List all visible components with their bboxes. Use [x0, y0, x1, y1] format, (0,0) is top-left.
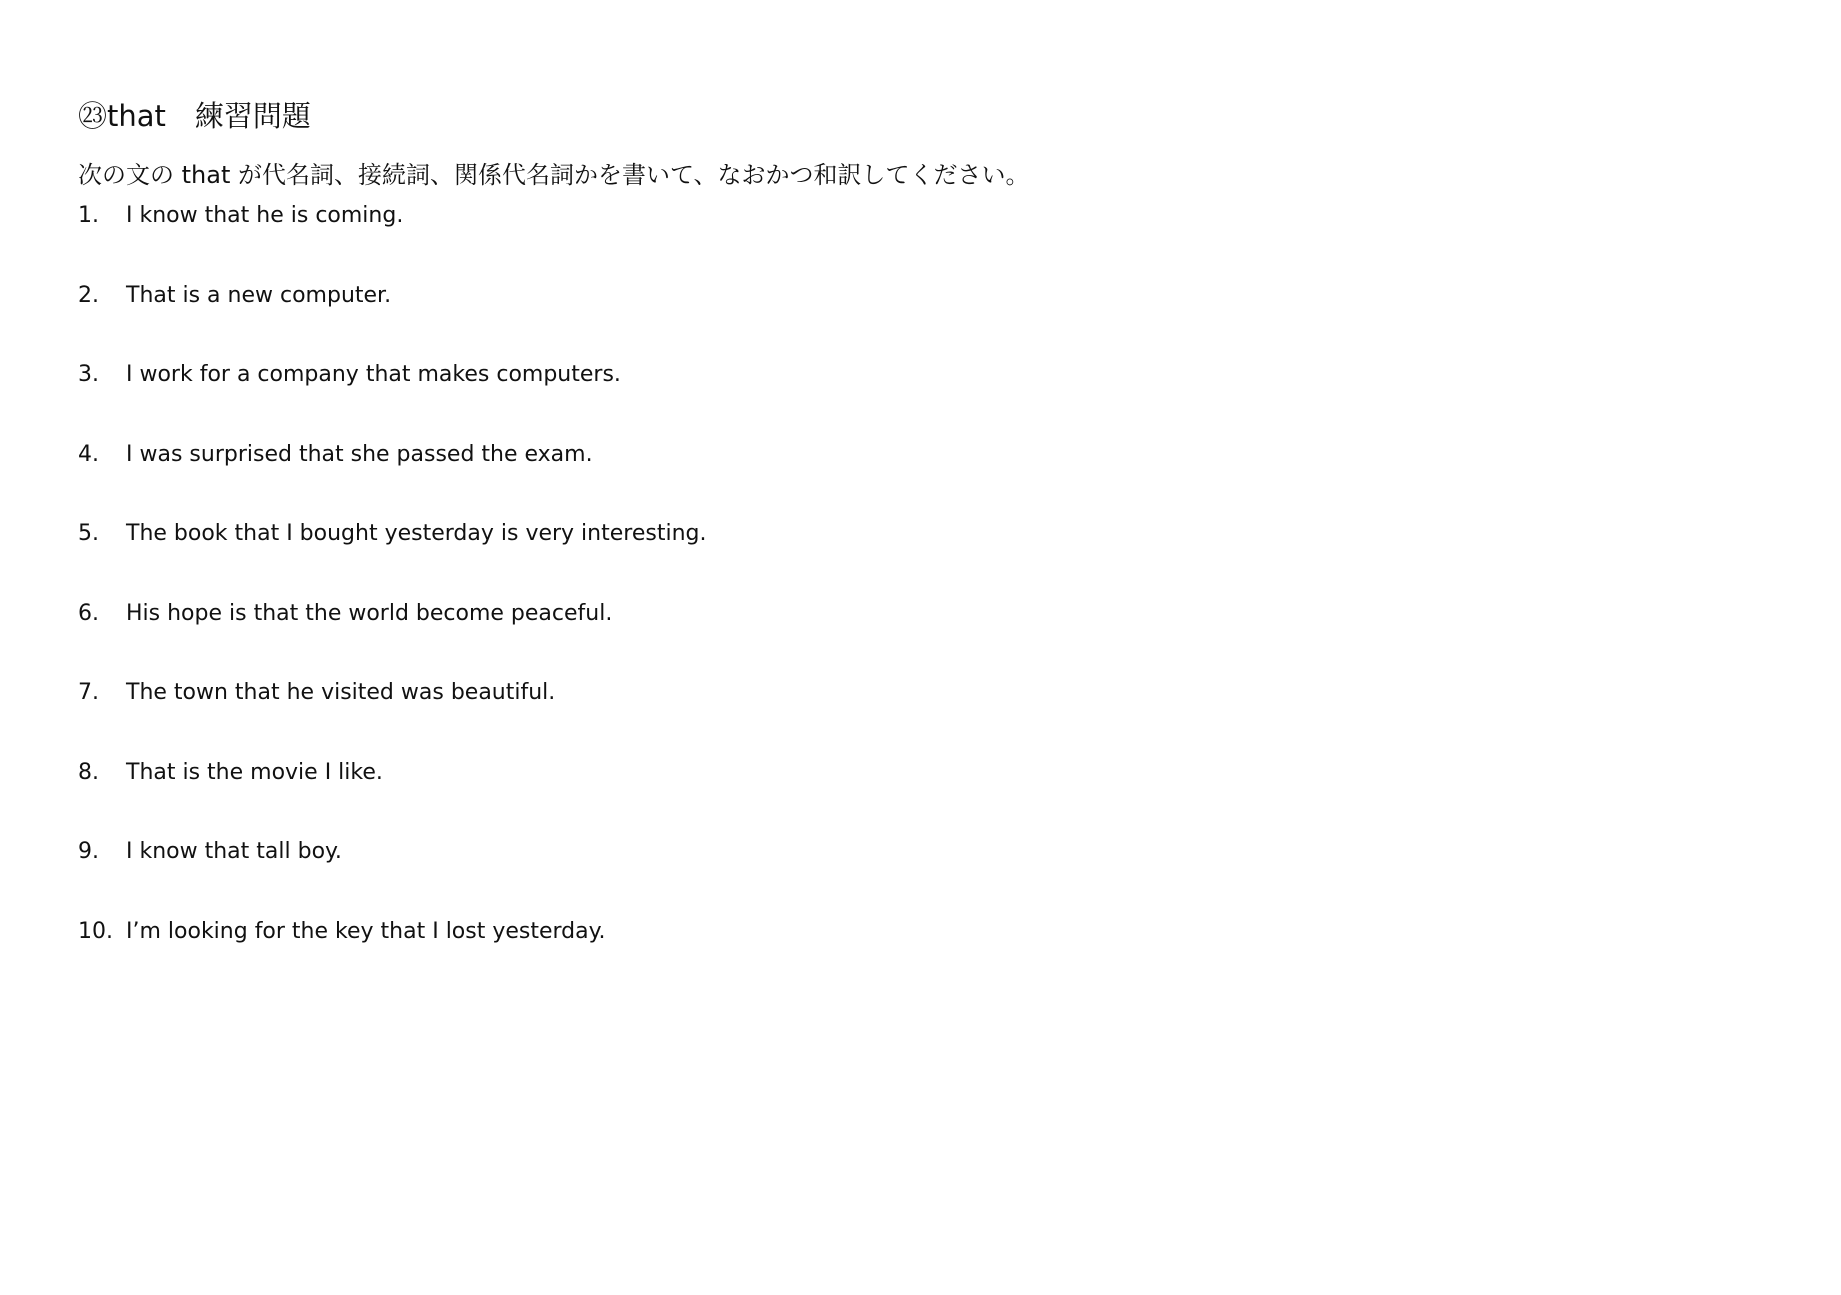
question-text: The town that he visited was beautiful. [126, 680, 556, 705]
question-number: 8. [78, 759, 99, 785]
question-text: That is the movie I like. [126, 759, 383, 785]
question-number: 1. [78, 203, 99, 228]
instructions-text: 次の文の that が代名詞、接続詞、関係代名詞かを書いて、なおかつ和訳してください。 [78, 161, 1030, 189]
question-item [78, 677, 706, 757]
worksheet-title: ㉓that 練習問題 [78, 99, 311, 133]
question-text: I work for a company that makes computers. [126, 362, 621, 387]
question-number: 5. [78, 521, 99, 546]
question-text: I’m looking for the key that I lost yesterday. [126, 918, 606, 944]
question-item [78, 916, 706, 996]
question-list [78, 200, 706, 995]
question-item [78, 359, 706, 439]
question-text: I know that tall boy. [126, 839, 342, 864]
question-item [78, 598, 706, 678]
question-text: I was surprised that she passed the exam. [126, 441, 593, 467]
question-number: 2. [78, 282, 99, 308]
question-item [78, 280, 706, 360]
question-item [78, 439, 706, 519]
question-text: His hope is that the world become peaceful. [126, 600, 613, 626]
question-text: The book that I bought yesterday is very interesting. [126, 521, 707, 546]
question-item [78, 518, 706, 598]
question-item [78, 836, 706, 916]
question-text: I know that he is coming. [126, 203, 404, 228]
question-number: 9. [78, 839, 99, 864]
question-item [78, 200, 706, 280]
question-text: That is a new computer. [126, 282, 392, 308]
question-number: 7. [78, 680, 99, 705]
question-number: 4. [78, 441, 99, 467]
question-number: 3. [78, 362, 99, 387]
question-number: 6. [78, 600, 99, 626]
question-item [78, 757, 706, 837]
question-number: 10. [78, 918, 113, 944]
